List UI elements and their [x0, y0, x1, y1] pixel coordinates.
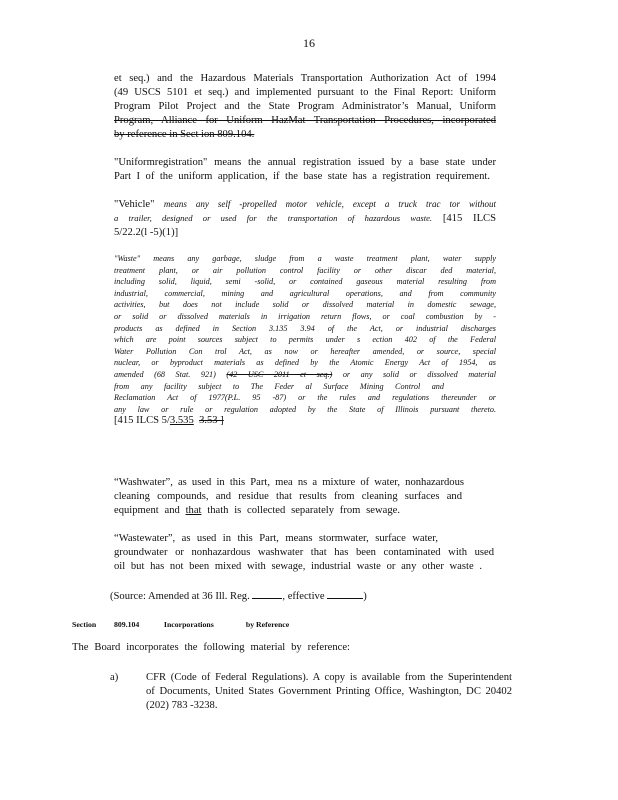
- board-text: The Board incorporates the following material by reference:: [72, 642, 350, 653]
- section-title-part-1: Incorporations: [163, 620, 214, 629]
- waste-cite-old: 3.53 ]: [199, 415, 224, 426]
- definition-line: "Uniformregistration" means the annual registration issued by a base state under: [114, 157, 496, 168]
- washwater-line: “Washwater”, as used in this Part, mea ns a mixture of water, nonhazardous: [114, 477, 464, 488]
- waste-line: products as defined in Section 3.135 3.94 of the Act, or industrial discharges: [114, 323, 496, 333]
- intro-line: et seq.) and the Hazardous Materials Transportation Authorization Act of 1994: [114, 73, 496, 84]
- intro-struck-line: by reference in Sect ion 809.104.: [114, 129, 255, 140]
- definition-vehicle: [114, 198, 496, 240]
- waste-amended-pre: amended (68 Stat. 921): [114, 369, 216, 379]
- section-number: 809.104: [113, 620, 140, 629]
- section-heading: [72, 620, 289, 629]
- waste-line: any law or rule or regulation adopted by the State of Illinois pursuant thereto.: [114, 404, 496, 414]
- waste-line: treatment plant, or air pollution control facility or other discar ded material,: [114, 265, 496, 275]
- waste-cite-pre: [415 ILCS 5/: [114, 415, 170, 426]
- washwater-line: cleaning compounds, and residue that results from cleaning surfaces and: [114, 491, 462, 502]
- item-a-line: (202) 783 -3238.: [146, 700, 218, 711]
- intro-struck-line: Program, Alliance for Uniform HazMat Transportation Procedures, incorporated: [114, 115, 496, 126]
- waste-line: which are point sources subject to permits under s ection 402 of the Federal: [114, 335, 496, 345]
- waste-line-amended: [114, 369, 496, 381]
- intro-paragraph: [114, 72, 496, 142]
- section-title-part-2: by Reference: [245, 620, 290, 629]
- vehicle-line-2: [114, 212, 496, 226]
- definition-line: Part I of the uniform application, if the base state has a registration requirement.: [114, 171, 490, 182]
- washwater-underlined: that: [185, 505, 202, 516]
- definition-wastewater: [114, 532, 494, 574]
- page-number: 16: [303, 36, 315, 50]
- waste-amended-struck: (42 USC 2011 et seq.): [226, 369, 333, 379]
- waste-line: "Waste" means any garbage, sludge from a waste treatment plant, water supply: [114, 254, 496, 263]
- waste-line: nuclear, or byproduct materials as defined by the Atomic Energy Act of 1954, as: [114, 358, 496, 368]
- vehicle-text: means any self -propelled motor vehicle, except a truck trac tor without: [163, 199, 496, 209]
- vehicle-line-1: [114, 198, 496, 212]
- item-a-text: [146, 671, 512, 713]
- item-a-line: of Documents, United States Government Printing Office, Washington, DC 20402: [146, 686, 512, 697]
- source-note: [110, 588, 367, 602]
- waste-line: or solid or dissolved materials in irrigation return flows, or coal combustion by -: [114, 311, 496, 321]
- definition-waste: [114, 253, 496, 415]
- source-close: ): [363, 591, 367, 602]
- intro-line: Program Pilot Project and the State Program Administrator’s Manual, Uniform: [114, 101, 496, 112]
- board-statement: [72, 641, 350, 655]
- waste-line: Reclamation Act of 1977(P.L. 95 -87) or the rules and regulations thereunder or: [114, 393, 496, 403]
- source-effective: , effective: [282, 591, 325, 602]
- source-text: (Source: Amended at 36 Ill. Reg.: [110, 591, 250, 602]
- wastewater-line: “Wastewater”, as used in this Part, means stormwater, surface water,: [114, 533, 438, 544]
- vehicle-text-2: a trailer, designed or used for the transportation of hazardous waste.: [114, 213, 433, 223]
- waste-citation: [114, 414, 224, 428]
- section-label: Section: [72, 620, 97, 629]
- item-a-line: CFR (Code of Federal Regulations). A copy is available from the Superintendent: [146, 672, 512, 683]
- waste-amended-post: or any solid or dissolved material: [342, 369, 497, 379]
- waste-line: industrial, commercial, mining and agricultural operations, and from community: [114, 288, 496, 298]
- register-blank: [252, 588, 282, 599]
- waste-line: from any facility subject to The Feder al Surface Mining Control and: [114, 381, 444, 391]
- vehicle-cite-2: 5/22.2(l -5)(1)]: [114, 227, 179, 238]
- waste-line: Water Pollution Con trol Act, as now or hereafter amended, or source, special: [114, 346, 496, 356]
- wastewater-line: groundwater or nonhazardous washwater that has been contaminated with used: [114, 547, 494, 558]
- waste-line: activities, but does not include solid or dissolved material in domestic sewage,: [114, 300, 496, 310]
- washwater-last-post: thath is collected separately from sewage.: [207, 505, 400, 516]
- definition-uniform-registration: [114, 156, 496, 184]
- item-a-label: a): [110, 672, 119, 683]
- washwater-last-line: [114, 504, 400, 518]
- wastewater-line: oil but has not been mixed with sewage, industrial waste or any other waste .: [114, 561, 482, 572]
- washwater-last-pre: equipment and: [114, 505, 180, 516]
- vehicle-label: "Vehicle": [114, 199, 155, 210]
- waste-line: including solid, liquid, semi -solid, or contained gaseous material resulting from: [114, 277, 496, 287]
- definition-washwater: [114, 476, 464, 518]
- intro-line: (49 USCS 5101 et seq.) and implemented pursuant to the Final Report: Uniform: [114, 87, 496, 98]
- effective-blank: [327, 588, 363, 599]
- vehicle-cite-1: [415 ILCS: [442, 213, 496, 224]
- waste-cite-new: 3.535: [169, 415, 194, 426]
